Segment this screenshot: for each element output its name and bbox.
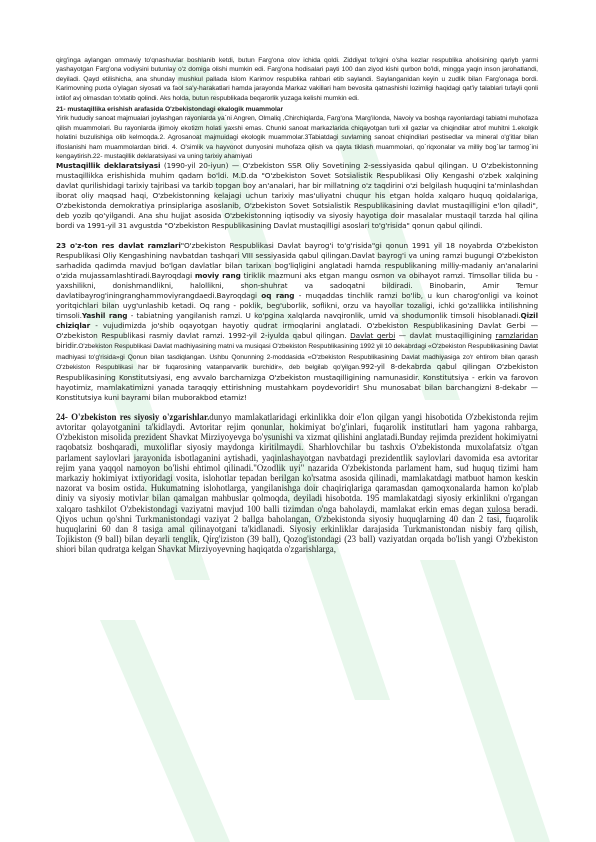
- link-davlat-gerbi[interactable]: Davlat gerbi: [350, 331, 396, 341]
- paragraph-symbols: 23 o'z-ton res davlat ramzlari"O'zbekiston Respublikasi Davlat bayrog'i to'g'risida"gi qonun 1991 yil 18 noyabrda O'zbekiston Respublikasi Oliy Kengashining navbatdan tashqari VIII sessiyasida qabul qilingan.Davlat bayrog'i va uning ramzi bugungi O'zbekiston sarhadida qadimda mavjud bo'lgan davlatlar bilan tarixan bog'liqligini anglatadi hamda respublikaning milliy-madaniy an'analarini o'zida mujassamlashtiradi.Bayroqdagi moviy rang tiriklik mazmuni aks etgan mangu osmon va obihayot ramzi. Timsollar tilida bu - yaxshilikni, donishmandlikni, halollikni, shon-shuhrat va sadoqatni bildiradi. Binobarin, Amir Temur davlatibayrog'iningranghammoviyrangdaedi.Bayroqdagi oq rang - muqaddas tinchlik ramzi bo'lib, u kun charog'onligi va koinot yoritqichlari bilan uyg'unlashib ketadi. Oq rang - poklik, beg'uborlik, soflikni, orzu va hayollar tozaligi, ichki go'zallikka intilishning timsoli.Yashil rang - tabiatning yangilanish ramzi. U ko'pgina xalqlarda navqironlik, umid va shodumonlik timsoli hisoblanadi.Qizil chiziqlar - vujudimizda jo'shib oqayotgan hayotiy qudrat irmoqlarini anglatadi. O'zbekiston Respublikasining Davlat Gerbi — O'zbekiston Respublikasi rasmiy davlat ramzi. 1992-yil 2-iyulda qabul qilingan. Davlat gerbi — davlat mustaqilligining ramzlaridan biridir.O'zbekiston Respublikasi Davlat madhiyasining matni va musiqasi O'zbekiston Respublikasining 1992 yil 10 dekabrdagi «O'zbekiston Respublikasining Davlat madhiyasi to'g'risida»gi Qonun bilan tasdiqlangan. Ushbu Qonunning 2-moddasida «O'zbekiston Respublikasining Davlat madhiyasiga zo'r ehtirom bilan qarash O'zbekiston Respublikasi har bir fuqarosining vatanparvarlik burchidir», deb belgilab qo'yilgan.992-yil 8-dekabrda qabul qilingan O'zbekiston Respublikasining Konstitutsiyasi, eng avvalo barchamizga O'zbekiston mustaqilligining namunasidir. Konstitutsiya - erkin va farovon hayotimiz, mamlakatimizni yanada taraqqiy ettirishning mustahkam poydevoridir! Shu munosabat bilan barchangizni 8-dekabr — Konstitutsiya kuni bayrami bilan muborakbod etamiz!: [56, 241, 538, 402]
- heading-21: 21- mustaqillika erishish arafasida O'zbekistondagi ekalogik muammolar: [56, 106, 284, 114]
- symbols-heading: 23 o'z-ton res davlat ramzlari: [56, 241, 181, 251]
- paragraph-ecology: Yirik hududiy sanoat majmualari joylashgan rayonlarda ya`ni Angren, Olmaliq ,Chirchiqlarda, Farg'ona 'Marg'ilonda, Navoiy va boshqa rayonlardagi tabiatni muhofaza qilish muammolari. Bu rayonlarda ijtimoiy ekotizm holati yaxshi emas. Chunki sanoat markazlarida chiqayotgan turli xil gazlar va chiqindilar atrof muhitni 1.ekolgik holatini buzulishiga olib kelmoqda.2. Agrosanoat majmuidagi ekologik muammolar.3Tabiatdagi suvlarning sanoat chiqindilari pestisedlar va mineral o'g'itlar bilan ifloslanishi ham muammolardan biridi. 4. O'simlik va hayvonot dunyosini muhofaza qilish va qayta tiklash muammolari, qo`riqxonalar va milliy bog`lar tarmog`ini kengaytirish.22- mustaqillik deklaratsiyasi va uning tarixiy ahamiyati: [56, 115, 538, 161]
- declaration-title: Mustaqillik deklaratsiyasi: [56, 161, 161, 171]
- paragraph-political-changes: 24- O'zbekiston res siyosiy o'zgarishlar.dunyo mamlakatlaridagi erkinlikka doir e'lon qilgan yangi hisobotida O'zbekistonda rejim avtoritar qolayotganini ta'kidlaydi. Avtoritar rejim qonunlar, hokimiyat bo'g'inlari, fuqarolik institutlari ham yagona rahbarga, O'zbekiston misolida prezident Shavkat Mirziyoyevga bo'ysunishi va xizmat qilishini anglatadi.Bunday rejimda prezident hokimiyatni raqobatsiz boshqaradi, muxoliflar siyosiy maydonga kiritilmaydi. Sharhlovchilar bu tashxis O'zbekistonda muxolafatsiz o'tgan parlament saylovlari jarayonida isbotlaganini aytishadi, yaqinlashayotgan navbatdagi prezidentlik saylovlari davomida esa avtoritar rejim yana yaqqol namoyon bo'lishi ehtimol qilinadi."Ozodlik uyi" nazarida O'zbekistonda parlament ham, sud huquq tizimi ham markaziy hokimiyat ixtiyoridagi vosita, islohotlar tepadan berilgan ko'rsatma asosida qilinadi, mamlakatdagi matbuot hamon keskin nazorat va bosim ostida. Hukumatning islohotlarga, yangilanishga doir chaqiriqlariga qaramasdan qamoqxonalarda hamon ko'plab diniy va siyosiy motivlar bilan qamalgan mahbuslar qolmoqda, deyiladi hisobotda. 195 mamlakatdagi siyosiy erkinlikni o'rgangan xalqaro tashkilot O'zbekistondagi vaziyatni mavjud 100 balli tizimdan o'nga baholaydi, mamlakat erkin emas degan xulosa beradi. Qiyos uchun qo'shni Turkmanistondagi vaziyat 2 ballga baholangan, O'zbekistonda siyosiy huquqlarning 40 dan 2 tasi, fuqarolik huquqlarini 60 dan 8 tasiga amal qilinayotgani ta'kidlanadi. Siyosiy erkinliklar darajasida Turkmanistondan nisbiy farq qilish, Tojikiston (9 ball) bilan deyarli tenglik, Qirg'iziston (39 ball), Qozog'istondagi (23 ball) vaziyatdan orqada bo'lish yangi O'zbekiston shiori bilan qudratga kelgan Shavkat Mirziyoyevning haqiqatda o'zgarishlarga,: [56, 411, 539, 555]
- document-page: [56, 56, 538, 555]
- link-ramzlaridan[interactable]: ramzlaridan: [495, 331, 538, 341]
- link-xulosa[interactable]: xulosa: [486, 503, 511, 514]
- political-heading: 24- O'zbekiston res siyosiy o'zgarishlar.: [56, 411, 210, 422]
- paragraph-declaration: Mustaqillik deklaratsiyasi (1990-yil 20-iyun) — O'zbekiston SSR Oliy Sovetining 2-sessiyasida qabul qilingan. U O'zbekistonning mustaqillikka erishishida muhim qadam bo'ldi. M.D.da "O'zbekiston Sovet Sotsialistik Respublikasi Oliy Kengashi o'zbek xalqining davlat qurilishidagi tarixiy tajribasi va tarkib topgan boy an'analari, har bir millatning o'z taqdirini o'zi belgilash huquqini ta'minlashdan iborat oliy maqsad haqi, O'zbekistonning kelajagi uchun tarixiy mas'uliyatni chuqur his etgan holda xalqaro huquq qoidalariga, O'zbekistonda demokratiya prinsiplariga asoslanib, O'zbekiston Sovet Sotsialistik Respublikasining davlat mustaqilligini e'lon qiladi", deb yozib qo'yilgandi. Ana shu hujjat asosida O'zbekistonning iqtisodiy va siyosiy hayotiga doir masalalar mustaqil tarzda hal qilina bordi va 1991-yil 31 avgustda "O'zbekiston Respublikasining Davlat mustaqilligi asoslari to'g'risida" qonun qabul qilindi.: [56, 161, 538, 231]
- paragraph-fergana: qirg'inga aylangan ommaviy to'qnashuvlar boshlanib ketdi, butun Farg'ona olov ichida qoldi. Ziddiyat to'lqini o'sha kezlar respublika aholisining qariyb yarmi yashayotgan Farg'ona vodiysini butunlay o'z domiga olishi mumkin edi. Farg'ona hodisalari payti 100 dan ziyod kishi qurbon bo'ldi, mingga yaqin inson jarohatlandi, deyiladi. Qayd etilishicha, ana shunday mushkul pallada Islom Karimov respublika rahbari etib saylandi. Saylanganidan keyin u zudlik bilan Farg'onaga bordi. Karimovning puxta o'ylagan siyosati va faol sa'y-harakatlari hamda jarayonda Markaz vakillari ham bevosita qatnashishi lozimligi haqidagi qat'iy talablari tufayli qonli ixtilof avj olmasdan to'xtatib qolindi. Aks holda, butun respublikada beqarorlik yuzaga kelishi mumkin edi.: [56, 57, 538, 102]
